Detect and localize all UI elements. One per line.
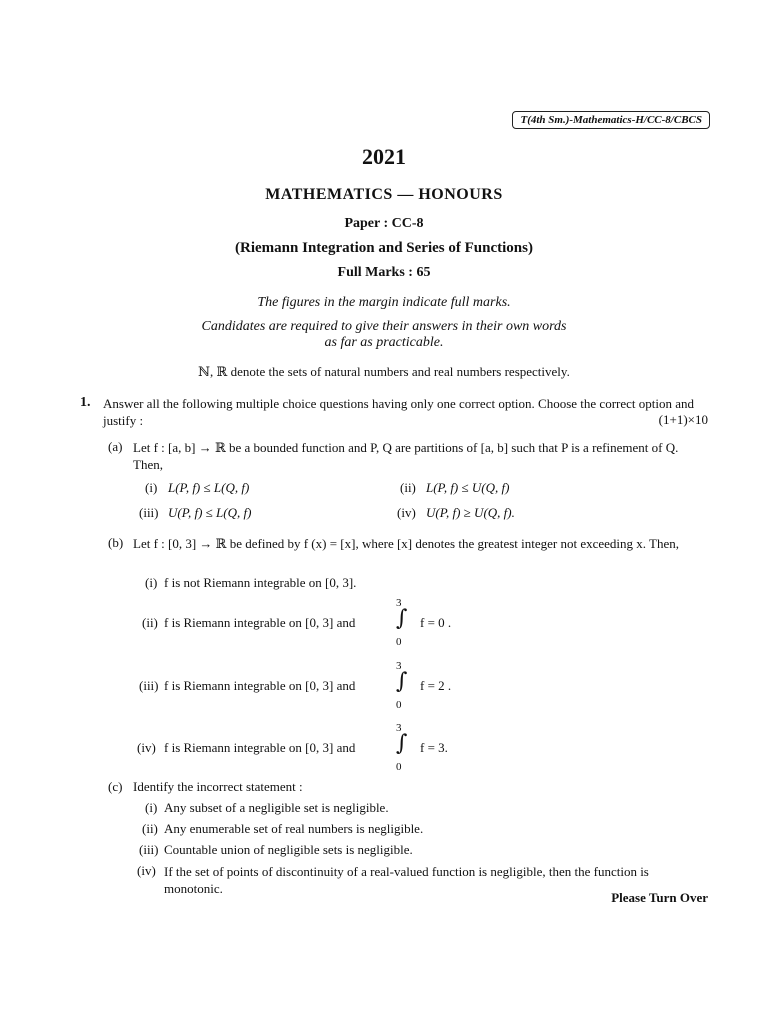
question-number: 1. (80, 395, 91, 410)
option-number: (iii) (139, 678, 159, 693)
notation-note: ℕ, ℝ denote the sets of natural numbers and real numbers respectively. (198, 364, 570, 379)
integral-lower-limit: 0 (396, 699, 402, 711)
integral-result: f = 0 . (420, 615, 452, 630)
integral-upper-limit: 3 (396, 660, 402, 672)
option-number: (iv) (137, 740, 156, 755)
integral-sign-icon: ∫ (396, 669, 408, 694)
instruction-line-1: The figures in the margin indicate full marks. (257, 295, 511, 310)
integral-sign-icon: ∫ (396, 606, 408, 631)
exam-year: 2021 (362, 144, 406, 169)
integral-lower-limit: 0 (396, 636, 402, 648)
option-number: (iii) (139, 505, 159, 520)
option-text: Any subset of a negligible set is negligible. (164, 800, 389, 815)
option-text: f is Riemann integrable on [0, 3] and (164, 615, 356, 630)
option-text: Any enumerable set of real numbers is negligible. (164, 821, 424, 836)
question-marks: (1+1)×10 (658, 412, 708, 427)
instruction-line-3: as far as practicable. (324, 335, 444, 350)
option-text: f is Riemann integrable on [0, 3] and (164, 678, 356, 693)
part-b-label: (b) (108, 535, 124, 550)
paper-number: Paper : CC-8 (344, 216, 424, 231)
part-c-text: Identify the incorrect statement : (133, 779, 303, 794)
option-text: f is Riemann integrable on [0, 3] and (164, 740, 356, 755)
option-number: (i) (145, 575, 158, 590)
integral-lower-limit: 0 (396, 761, 402, 773)
option-text: L(P, f) ≤ L(Q, f) (168, 480, 250, 495)
option-number: (iv) (397, 505, 416, 520)
option-number: (iii) (139, 842, 159, 857)
option-number: (ii) (142, 615, 158, 630)
question-text: Answer all the following multiple choice questions having only one correct option. Choose the correct option and justify : (103, 396, 694, 428)
part-c-label: (c) (108, 779, 123, 794)
exam-title: MATHEMATICS — HONOURS (265, 186, 503, 203)
part-b-text: Let f : [0, 3] → ℝ be defined by f (x) = [x], where [x] denotes the greatest integer not exceeding x. Then, (133, 536, 680, 551)
option-number: (iv) (137, 863, 156, 878)
option-number: (ii) (142, 821, 158, 836)
option-text: U(P, f) ≥ U(Q, f). (426, 505, 515, 520)
paper-subtitle: (Riemann Integration and Series of Functions) (235, 240, 533, 256)
part-a-label: (a) (108, 439, 123, 454)
option-number: (i) (145, 800, 158, 815)
option-text: U(P, f) ≤ L(Q, f) (168, 505, 252, 520)
paper-code-box: T(4th Sm.)-Mathematics-H/CC-8/CBCS (512, 111, 710, 129)
integral-sign-icon: ∫ (396, 731, 408, 756)
please-turn-over: Please Turn Over (611, 890, 708, 905)
integral-result: f = 2 . (420, 678, 452, 693)
part-a-text: Let f : [a, b] → ℝ be a bounded function and P, Q are partitions of [a, b] such that P is a refinement of Q. Then, (133, 440, 679, 472)
integral-result: f = 3. (420, 740, 448, 755)
option-text: If the set of points of discontinuity of a real-valued function is negligible, then the function is monotonic. (164, 864, 649, 896)
option-number: (ii) (400, 480, 416, 495)
instruction-line-2: Candidates are required to give their answers in their own words (201, 319, 567, 334)
option-text: f is not Riemann integrable on [0, 3]. (164, 575, 357, 590)
integral-upper-limit: 3 (396, 597, 402, 609)
option-text: Countable union of negligible sets is negligible. (164, 842, 413, 857)
option-text: L(P, f) ≤ U(Q, f) (426, 480, 510, 495)
integral-upper-limit: 3 (396, 722, 402, 734)
option-number: (i) (145, 480, 158, 495)
full-marks: Full Marks : 65 (337, 265, 431, 280)
